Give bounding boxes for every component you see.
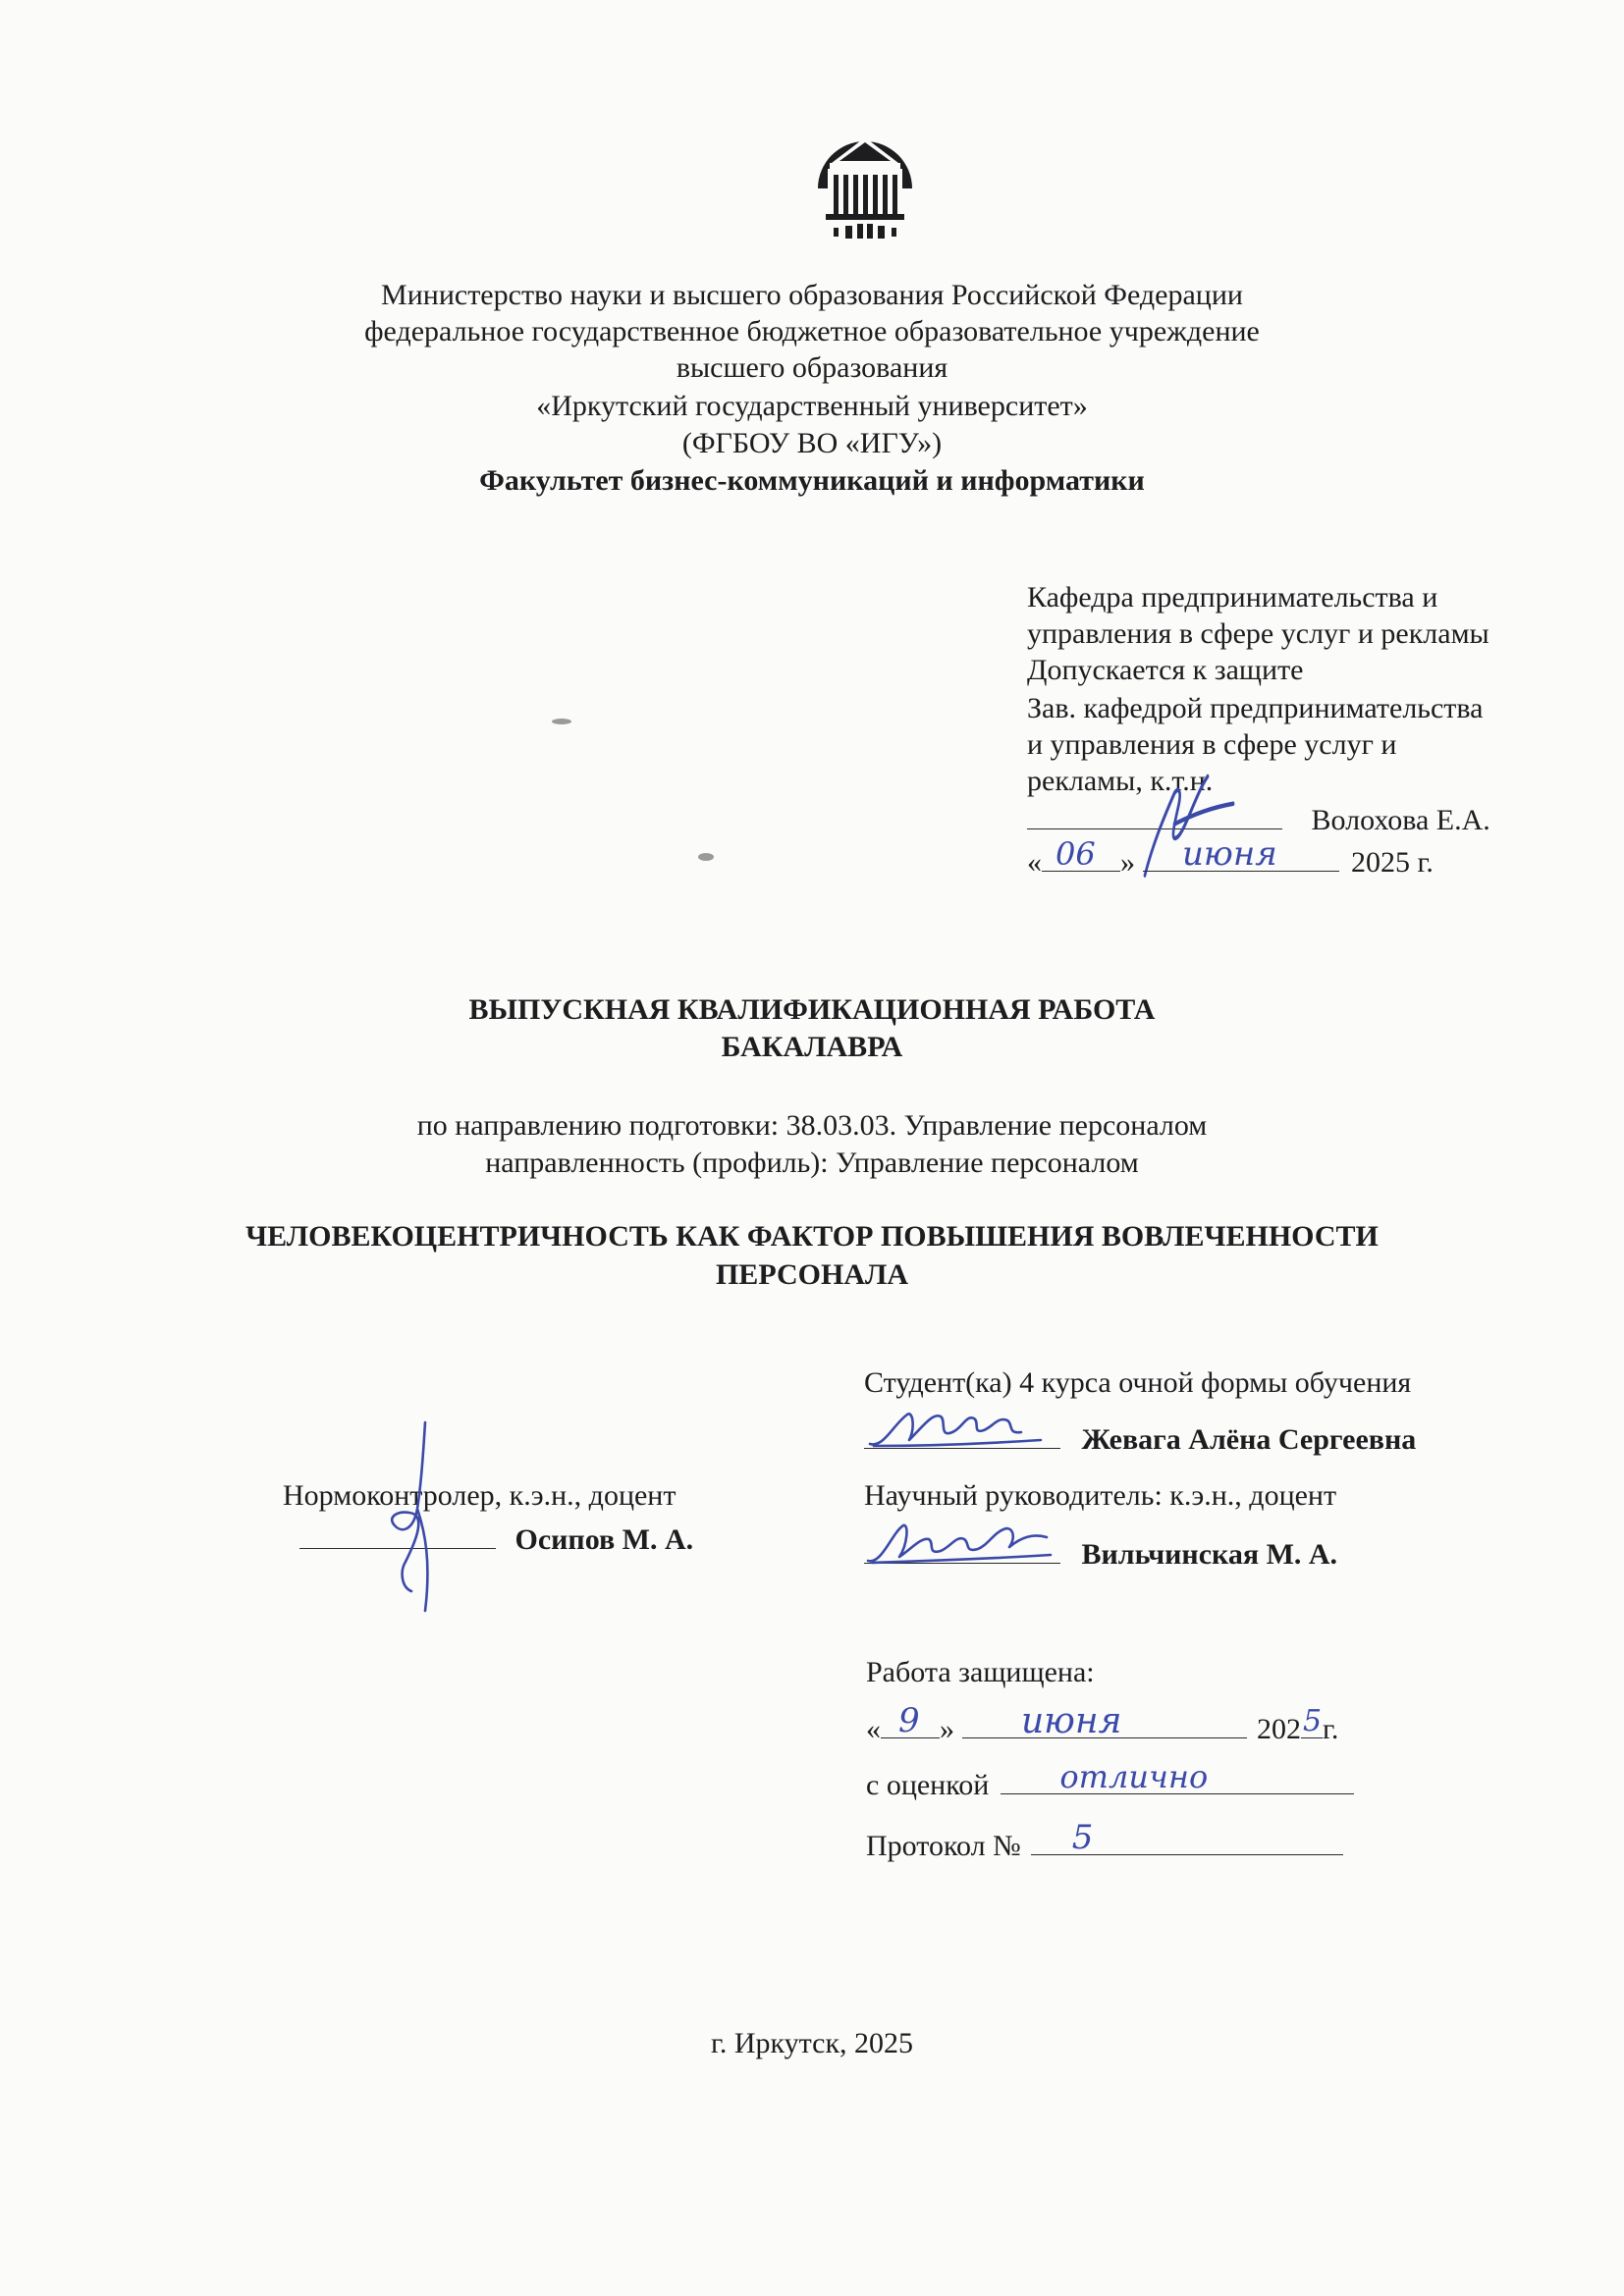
supervisor-signature-field [864,1537,1060,1564]
org-type-line-2: высшего образования [676,351,948,384]
student-name: Жевага Алёна Сергеевна [1081,1423,1417,1456]
head-signature-line [1027,802,1490,838]
work-type-line-1: ВЫПУСКНАЯ КВАЛИФИКАЦИОННАЯ РАБОТА [468,993,1156,1026]
defense-date [866,1701,1339,1747]
scan-speck-mark [550,715,573,728]
grade-field [1001,1758,1354,1795]
protocol-row [866,1818,1343,1864]
approval-day-handwritten: 06 [1056,835,1096,873]
defense-quote-open: « [866,1713,881,1745]
head-line-2: и управления в сфере услуг и [1027,728,1397,761]
normcontrol-label: Нормоконтролер, к.э.н., доцент [283,1479,677,1512]
head-line-1: Зав. кафедрой предпринимательства [1027,692,1484,724]
department-line-2: управления в сфере услуг и рекламы [1027,617,1489,650]
approval-month-handwritten: июня [1182,834,1277,874]
grade-row [866,1758,1354,1803]
thesis-title-line-2: ПЕРСОНАЛА [715,1258,909,1291]
normcontrol-signature [299,1415,496,1611]
defense-day-handwritten: 9 [898,1701,920,1740]
scan-speck [695,849,717,870]
student-label: Студент(ка) 4 курса очной формы обучения [864,1366,1412,1399]
student-signature-field [864,1422,1060,1449]
date-quote-close: » [1120,846,1135,879]
defense-year-field [1301,1704,1323,1738]
date-quote-open: « [1027,846,1042,879]
defense-quote-close: » [940,1713,954,1745]
university-logo [812,106,918,243]
protocol-handwritten: 5 [1071,1818,1094,1857]
department-line-1: Кафедра предпринимательства и [1027,581,1438,614]
grade-label: с оценкой [866,1769,990,1801]
defense-month-handwritten: июня [1021,1701,1122,1741]
approval-year: 2025 г. [1351,846,1434,879]
org-type-line-1: федеральное государственное бюджетное образовательное учреждение [364,315,1260,347]
ministry-line: Министерство науки и высшего образования Российской Федерации [381,279,1243,311]
thesis-title-line-1: ЧЕЛОВЕКОЦЕНТРИЧНОСТЬ КАК ФАКТОР ПОВЫШЕНИЯ ВОВЛЕЧЕННОСТИ [245,1220,1379,1253]
supervisor-signature-row [864,1536,1337,1573]
faculty-name: Факультет бизнес-коммуникаций и информатики [479,464,1145,497]
admitted-to-defense: Допускается к защите [1027,654,1304,686]
protocol-field [1031,1818,1343,1857]
head-signature [1027,756,1282,834]
head-name: Волохова Е.А. [1311,804,1490,836]
city-year: г. Иркутск, 2025 [710,2027,914,2059]
defense-year-handwritten: 5 [1303,1704,1323,1738]
student-signature-row [864,1421,1416,1458]
supervisor-signature [864,1520,1060,1565]
student-signature [864,1405,1060,1450]
normcontrol-signature-field [299,1522,496,1549]
university-building-icon [812,106,918,243]
normcontrol-signature-row [299,1522,693,1558]
head-signature-field [1027,803,1282,829]
defense-label: Работа защищена: [866,1656,1095,1688]
supervisor-name: Вильчинская М. А. [1081,1538,1338,1571]
head-line-3: рекламы, к.т.н. [1027,765,1214,797]
defense-month-field [962,1701,1247,1741]
approval-month-field [1143,834,1339,874]
direction-line: по направлению подготовки: 38.03.03. Управление персоналом [416,1109,1208,1142]
protocol-label: Протокол № [866,1830,1021,1862]
normcontrol-name: Осипов М. А. [514,1523,694,1556]
scan-speck [550,715,573,733]
scan-speck-mark [695,849,717,865]
defense-year-suffix: г. [1323,1713,1339,1745]
approval-day-field [1042,835,1120,873]
defense-year: 202 [1257,1713,1301,1745]
work-type-line-2: БАКАЛАВРА [721,1031,903,1063]
approval-date [1027,834,1434,881]
university-name: «Иркутский государственный университет» [536,390,1088,422]
university-abbrev: (ФГБОУ ВО «ИГУ») [681,427,943,459]
defense-day-field [881,1701,940,1740]
profile-line: направленность (профиль): Управление персоналом [485,1147,1139,1179]
supervisor-label: Научный руководитель: к.э.н., доцент [864,1479,1337,1512]
grade-handwritten: отлично [1059,1758,1209,1795]
